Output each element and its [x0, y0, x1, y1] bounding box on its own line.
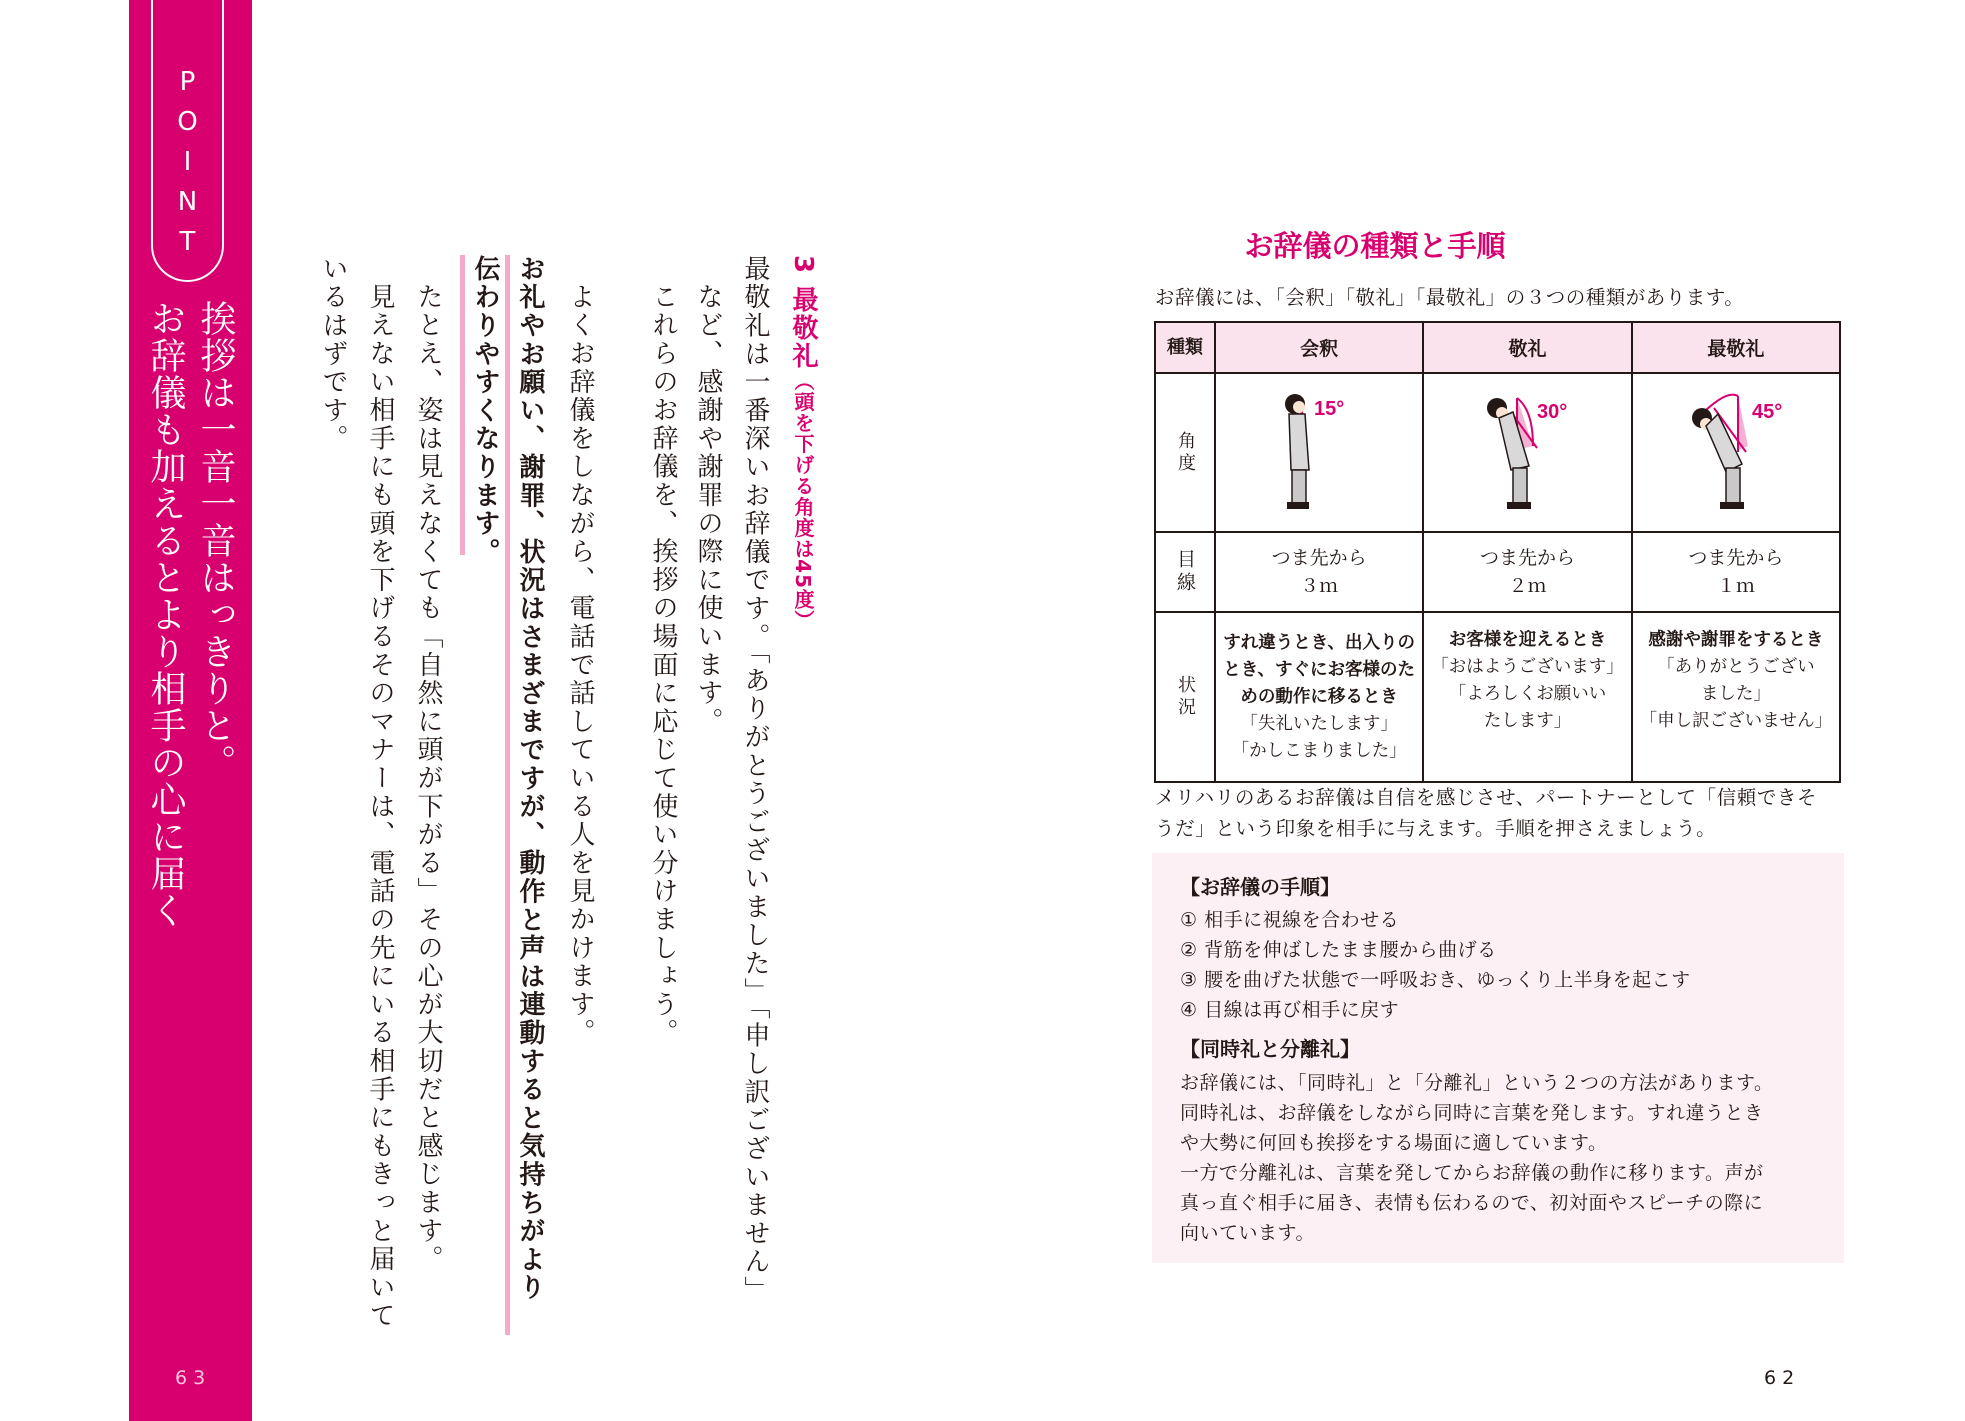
table-header-cell: 敬礼: [1423, 322, 1631, 373]
angle-label: 15°: [1314, 398, 1345, 420]
table-row-angle: [1155, 373, 1840, 532]
bow-figure-cell: [1632, 373, 1840, 532]
highlighted-body-column: 伝わりやすくなります。: [460, 255, 505, 555]
summary-text: メリハリのあるお辞儀は自信を感じさせ、パートナーとして「信頼できそ うだ」という印象を相手に与えます。手順を押さえましょう。: [1155, 786, 1818, 840]
gaze-cell: つま先から ２ｍ: [1423, 532, 1631, 612]
table-header-cell: 会釈: [1215, 322, 1423, 373]
body-column: たとえ、姿は見えなくても「自然に頭が下がる」その心が大切だと感じます。: [413, 283, 443, 1274]
bow-types-title: お辞儀の種類と手順: [1244, 229, 1506, 263]
page-number-right: 62: [1764, 1367, 1801, 1389]
row-label-angle: 角度: [1155, 373, 1215, 532]
section-subtitle: （頭を下げる角度は45度）: [791, 370, 815, 631]
band-title-line-2: お辞儀も加えるとより相手の心に届く: [145, 300, 186, 929]
step-item: ② 背筋を伸ばしたまま腰から曲げる: [1180, 939, 1497, 961]
section-number: 3: [788, 255, 818, 276]
intro-text: お辞儀には、「会釈」「敬礼」「最敬礼」の３つの種類があります。: [1155, 286, 1745, 309]
point-letter: T: [179, 227, 196, 257]
row-label-gaze: 目線: [1155, 532, 1215, 612]
point-letter: O: [177, 107, 198, 137]
simul-line: 真っ直ぐ相手に届き、表情も伝わるので、初対面やスピーチの際に: [1180, 1192, 1764, 1214]
situation-cell: お客様を迎えるとき 「おはようございます」 「よろしくお願いい たします」: [1423, 612, 1631, 782]
bow-figure-cell: [1215, 373, 1423, 532]
bow-types-table: [1154, 321, 1841, 783]
simul-line: 向いています。: [1180, 1222, 1315, 1244]
gaze-cell: つま先から ３ｍ: [1215, 532, 1423, 612]
steps-heading: 【お辞儀の手順】: [1180, 875, 1340, 899]
step-item: ① 相手に視線を合わせる: [1180, 909, 1400, 931]
simul-heading: 【同時礼と分離礼】: [1180, 1037, 1360, 1061]
page-number-left: 63: [175, 1367, 212, 1389]
bow-30-figure: [1467, 380, 1587, 520]
table-header-row: [1155, 322, 1840, 373]
body-column: 最敬礼は一番深いお辞儀です。「ありがとうございました」「申し訳ございません」: [740, 255, 770, 1305]
point-letter: N: [177, 187, 198, 217]
body-column: これらのお辞儀を、挨拶の場面に応じて使い分けましょう。: [648, 283, 678, 1048]
situation-cell: すれ違うとき、出入りの とき、すぐにお客様のた めの動作に移るとき 「失礼いたします」 「かしこまりました」: [1215, 612, 1423, 782]
bow-45-figure: [1676, 380, 1796, 520]
step-item: ④ 目線は再び相手に戻す: [1180, 999, 1400, 1021]
table-row-situation: [1155, 612, 1840, 782]
table-corner-cell: 種類: [1155, 322, 1215, 373]
band-title-line-1: 挨拶は一音一音はっきりと。: [195, 300, 236, 781]
body-column: よくお辞儀をしながら、電話で話している人を見かけます。: [565, 283, 595, 1048]
table-header-cell: 最敬礼: [1632, 322, 1840, 373]
section-title: 最敬礼: [788, 286, 818, 371]
step-item: ③ 腰を曲げた状態で一呼吸おき、ゆっくり上半身を起こす: [1180, 969, 1691, 991]
point-letter: I: [183, 147, 192, 177]
point-letter: P: [179, 67, 196, 97]
body-column: いるはずです。: [318, 255, 348, 454]
body-column: など、感謝や謝罪の際に使います。: [693, 283, 723, 736]
section-3-heading: [785, 255, 821, 631]
highlighted-body-column: お礼やお願い、謝罪、状況はさまざまですが、動作と声は連動すると気持ちがより: [505, 255, 550, 1335]
bow-figure-cell: [1423, 373, 1631, 532]
angle-label: 45°: [1751, 401, 1783, 423]
simul-line: 同時礼は、お辞儀をしながら同時に言葉を発します。すれ違うとき: [1180, 1102, 1764, 1124]
gaze-cell: つま先から １ｍ: [1632, 532, 1840, 612]
bow-15-figure: [1259, 380, 1379, 520]
simul-line: 一方で分離礼は、言葉を発してからお辞儀の動作に移ります。声が: [1180, 1162, 1764, 1184]
table-row-gaze: [1155, 532, 1840, 612]
angle-label: 30°: [1537, 401, 1568, 423]
steps-box: [1152, 853, 1844, 1263]
row-label-situation: 状況: [1155, 612, 1215, 782]
simul-line: や大勢に何回も挨拶をする場面に適しています。: [1180, 1132, 1608, 1154]
body-column: 見えない相手にも頭を下げるそのマナーは、電話の先にいる相手にもきっと届いて: [365, 283, 395, 1331]
point-label: [151, 62, 224, 262]
simul-line: お辞儀には、「同時礼」と「分離礼」という２つの方法があります。: [1180, 1072, 1774, 1094]
situation-cell: 感謝や謝罪をするとき 「ありがとうござい ました」 「申し訳ございません」: [1632, 612, 1840, 782]
